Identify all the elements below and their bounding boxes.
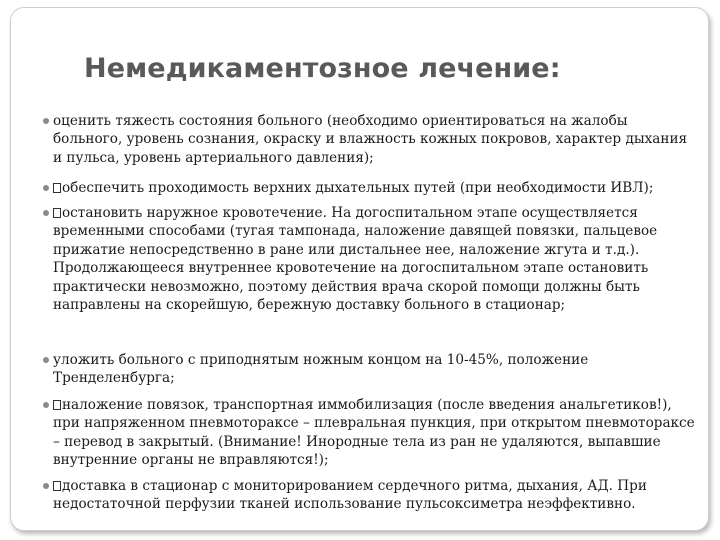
list-item [43, 112, 697, 167]
missing-glyph-icon [53, 481, 61, 491]
bullet-icon [43, 483, 49, 489]
list-item [43, 179, 697, 197]
bullet-list [11, 8, 710, 532]
list-item [43, 351, 697, 388]
list-item-text: наложение повязок, транспортная иммобилизация (после введения анальгетиков!), при напряженном пневмотораксе – плевральная пункция, при открытом пневмотораксе – перевод в закрытый. (Внимание! Инородные тела из ран не удаляются, выпавшие внутренние органы не вправляются!); [53, 397, 695, 469]
slide [10, 7, 709, 531]
missing-glyph-icon [53, 183, 61, 193]
list-item-text: уложить больного с приподнятым ножным концом на 10-45%, положение Тренделенбурга; [53, 352, 589, 387]
list-item-text: обеспечить проходимость верхних дыхательных путей (при необходимости ИВЛ); [62, 180, 654, 196]
list-item [43, 204, 697, 314]
list-item-text: доставка в стационар с мониторированием сердечного ритма, дыхания, АД. При недостаточной перфузии тканей использование пульсоксиметра неэффективно. [53, 478, 647, 513]
list-item [43, 396, 697, 470]
bullet-icon [43, 357, 49, 363]
bullet-icon [43, 118, 49, 124]
bullet-icon [43, 210, 49, 216]
bullet-icon [43, 185, 49, 191]
list-item-text: оценить тяжесть состояния больного (необходимо ориентироваться на жалобы больного, уровень сознания, окраску и влажность кожных покровов, характер дыхания и пульса, уровень артериального давления); [53, 113, 688, 166]
missing-glyph-icon [53, 208, 61, 218]
missing-glyph-icon [53, 400, 61, 410]
list-item-text: остановить наружное кровотечение. На догоспитальном этапе осуществляется временными способами (тугая тампонада, наложение давящей повязки, пальцевое прижатие непосредственно в ране или дистальнее нее, наложение жгута и т.д.). Продолжающееся внутреннее кровотечение на догоспитальном этапе остановить практически невозможно, поэтому действия врача скорой помощи должны быть направлены на скорейшую, бережную доставку больного в стационар; [53, 205, 658, 314]
bullet-icon [43, 402, 49, 408]
slide-title: Немедикаментозное лечение: [84, 53, 561, 84]
list-item [43, 477, 697, 514]
